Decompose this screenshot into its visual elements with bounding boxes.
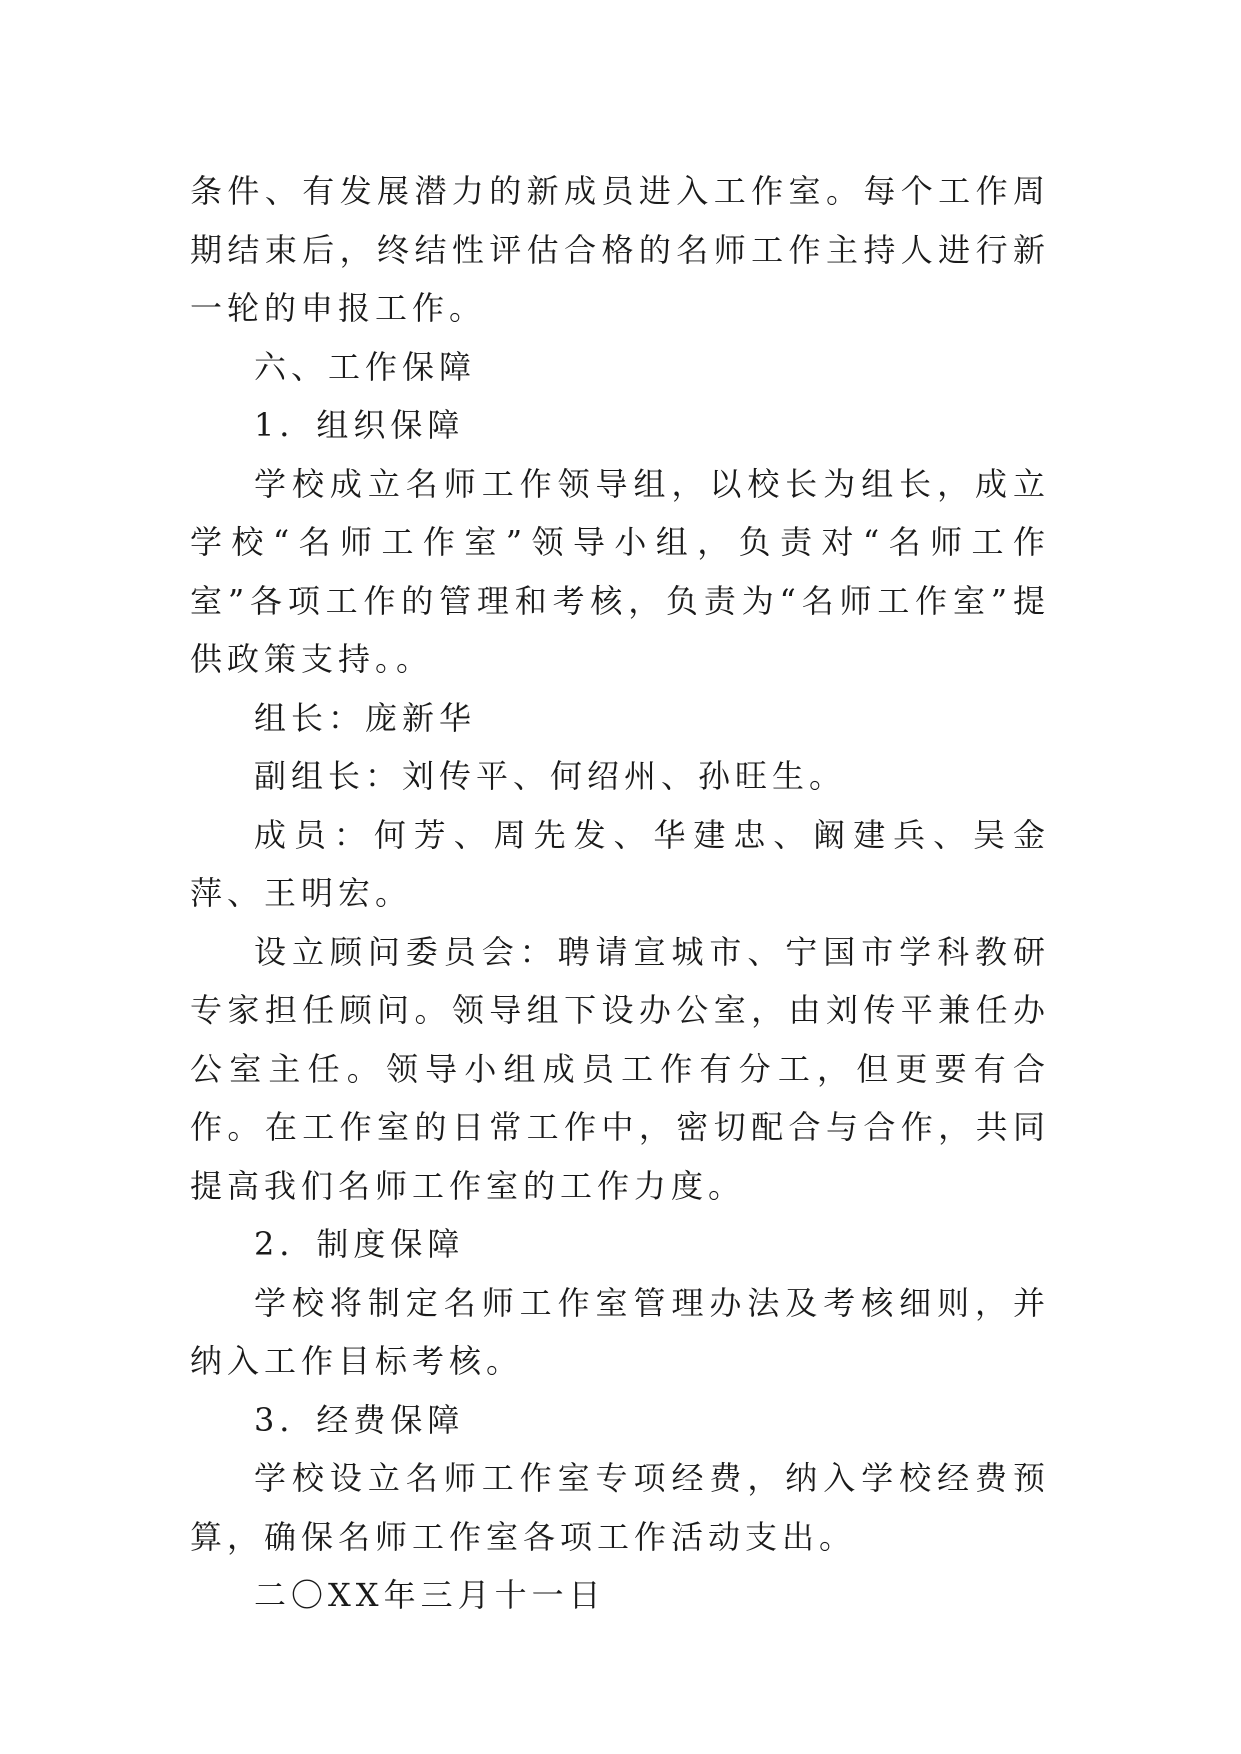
document-body: [190, 162, 1050, 1625]
subheading-funding-guarantee: 3．经费保障: [254, 1400, 465, 1439]
paragraph-deputy-leaders: 副组长：刘传平、何绍州、孙旺生。: [254, 757, 847, 795]
paragraph-continuation: 条件、有发展潜力的新成员进入工作室。每个工作周期结束后，终结性评估合格的名师工作主持人进行新一轮的申报工作。: [190, 172, 1050, 327]
section-heading-work-guarantee: 六、工作保障: [254, 347, 477, 386]
paragraph-leadership-group: 学校成立名师工作领导组，以校长为组长，成立学校“名师工作室”领导小组，负责对“名师工作室”各项工作的管理和考核，负责为“名师工作室”提供政策支持。。: [190, 464, 1050, 678]
paragraph-advisory-committee: 设立顾问委员会：聘请宣城市、宁国市学科教研专家担任顾问。领导组下设办公室，由刘传平兼任办公室主任。领导小组成员工作有分工，但更要有合作。在工作室的日常工作中，密切配合与合作，共同提高我们名师工作室的工作力度。: [190, 932, 1050, 1205]
paragraph-group-leader: 组长：庞新华: [254, 698, 477, 737]
paragraph-special-funds: 学校设立名师工作室专项经费，纳入学校经费预算，确保名师工作室各项工作活动支出。: [190, 1459, 1050, 1556]
subheading-system-guarantee: 2．制度保障: [254, 1225, 465, 1263]
paragraph-management-rules: 学校将制定名师工作室管理办法及考核细则，并纳入工作目标考核。: [190, 1283, 1050, 1380]
subheading-organization-guarantee: 1．组织保障: [254, 406, 465, 444]
paragraph-members: 成员：何芳、周先发、华建忠、阚建兵、吴金萍、王明宏。: [190, 815, 1050, 912]
document-date: 二〇XX年三月十一日: [254, 1576, 606, 1614]
